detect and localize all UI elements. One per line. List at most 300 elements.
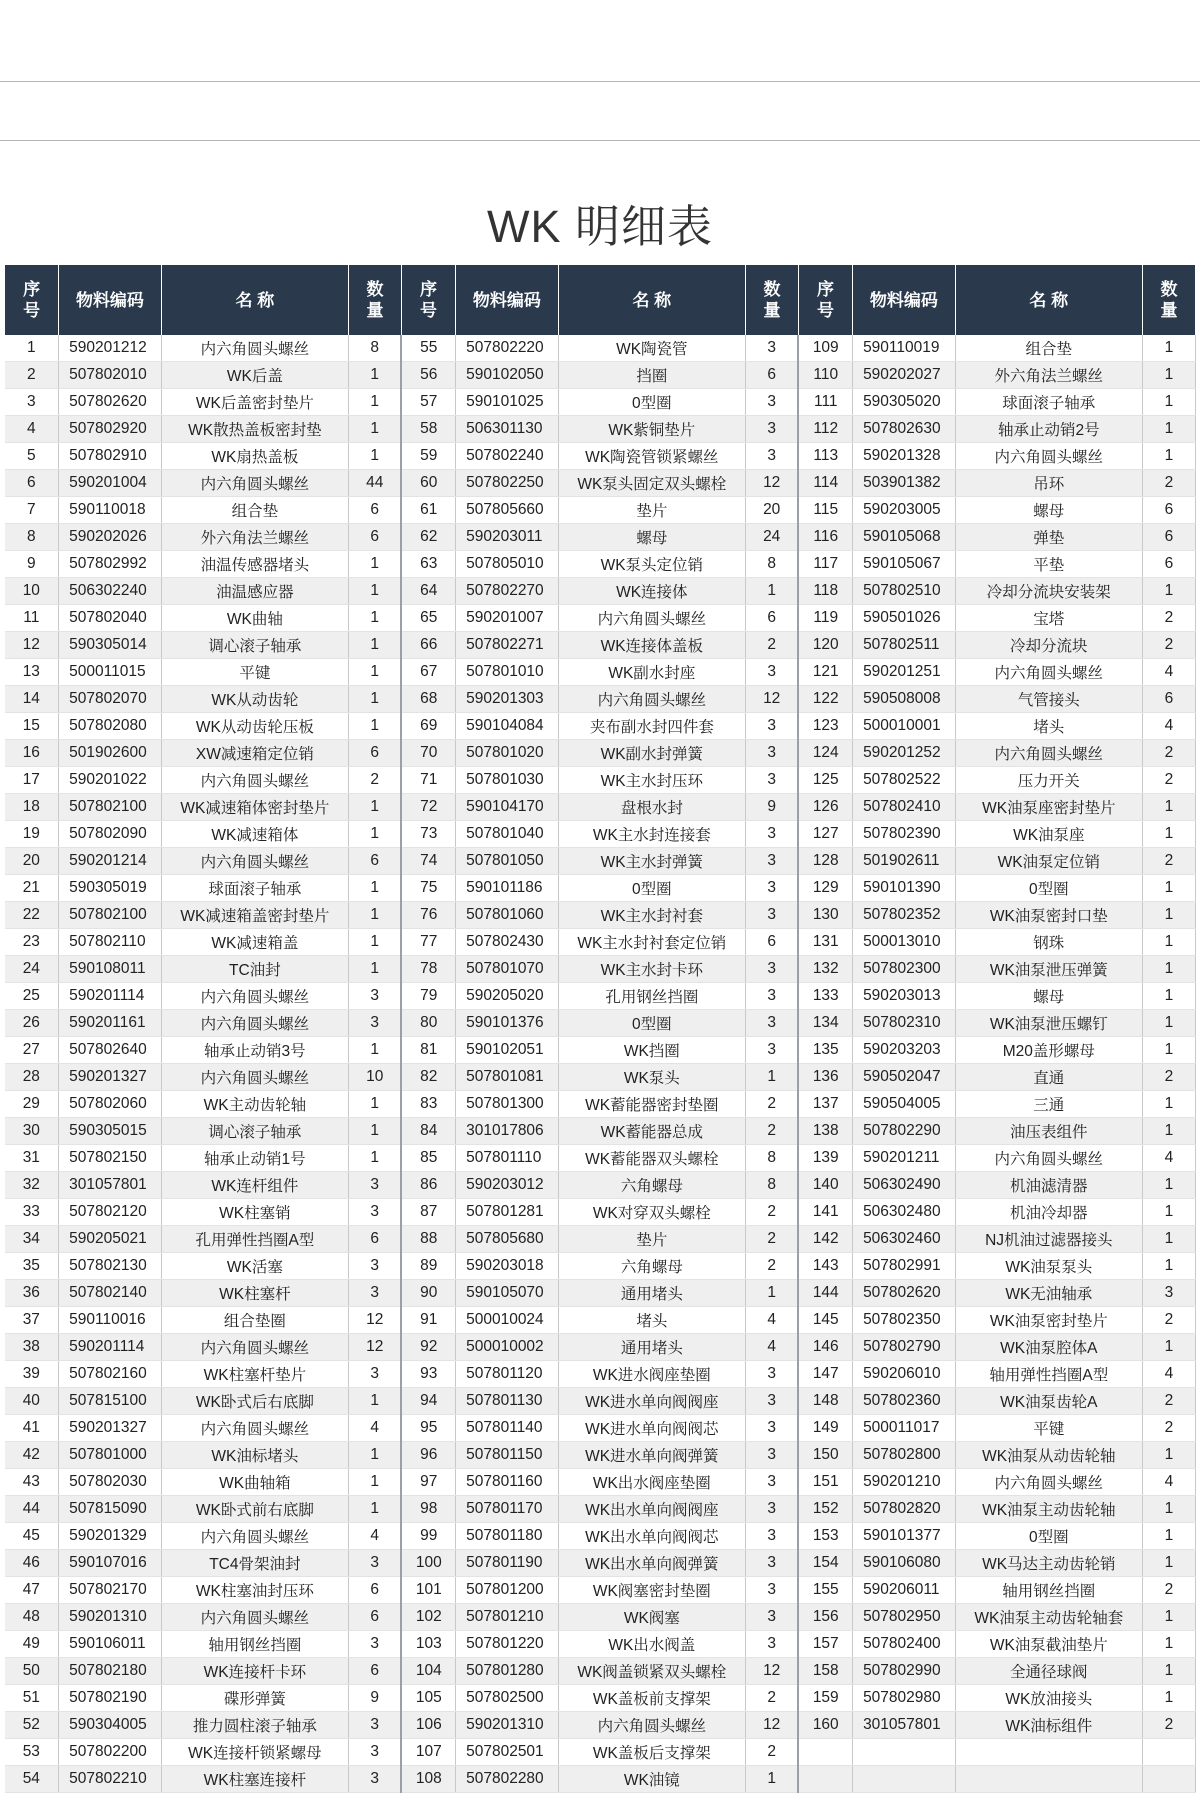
table-row [5,1631,1196,1658]
name-cell: 内六角圆头螺丝 [161,848,348,875]
qty-cell: 1 [1142,902,1195,929]
name-cell: 球面滚子轴承 [955,389,1142,416]
qty-cell: 3 [348,1010,401,1037]
code-cell: 507802271 [456,632,559,659]
code-cell: 501902611 [853,848,956,875]
header-code: 物料编码 [456,265,559,335]
seq-cell: 45 [5,1523,59,1550]
qty-cell: 1 [348,956,401,983]
code-cell: 507802990 [853,1658,956,1685]
name-cell: 机油滤清器 [955,1172,1142,1199]
code-cell: 507801281 [456,1199,559,1226]
name-cell: WK马达主动齿轮销 [955,1550,1142,1577]
name-cell: WK连接体 [558,578,745,605]
seq-cell: 90 [401,1280,455,1307]
qty-cell: 3 [745,1631,798,1658]
seq-cell: 2 [5,362,59,389]
name-cell: 组合垫 [161,497,348,524]
name-cell: 垫片 [558,497,745,524]
seq-cell [798,1739,852,1766]
qty-cell: 3 [745,389,798,416]
name-cell: WK减速箱体密封垫片 [161,794,348,821]
seq-cell: 140 [798,1172,852,1199]
code-cell: 590305015 [59,1118,162,1145]
seq-cell: 152 [798,1496,852,1523]
name-cell: 调心滚子轴承 [161,632,348,659]
code-cell: 590105067 [853,551,956,578]
table-row [5,1037,1196,1064]
qty-cell: 2 [1142,767,1195,794]
qty-cell: 1 [1142,956,1195,983]
qty-cell: 1 [348,605,401,632]
code-cell: 507802100 [59,794,162,821]
qty-cell: 3 [745,956,798,983]
qty-cell: 3 [348,1550,401,1577]
table-row [5,605,1196,632]
name-cell: 球面滚子轴承 [161,875,348,902]
code-cell: 507802210 [59,1766,162,1793]
qty-cell: 1 [1142,443,1195,470]
name-cell: WK油泵座 [955,821,1142,848]
table-row [5,416,1196,443]
seq-cell: 134 [798,1010,852,1037]
seq-cell: 8 [5,524,59,551]
code-cell: 507802501 [456,1739,559,1766]
seq-cell: 36 [5,1280,59,1307]
name-cell: WK蓄能器总成 [558,1118,745,1145]
qty-cell: 2 [745,1118,798,1145]
name-cell: 内六角圆头螺丝 [955,1469,1142,1496]
seq-cell: 157 [798,1631,852,1658]
qty-cell: 6 [1142,497,1195,524]
code-cell: 590107016 [59,1550,162,1577]
table-row [5,1712,1196,1739]
code-cell: 590104084 [456,713,559,740]
qty-cell: 3 [745,713,798,740]
code-cell: 507802820 [853,1496,956,1523]
code-cell: 590201212 [59,335,162,362]
code-cell: 590305019 [59,875,162,902]
code-cell: 507802640 [59,1037,162,1064]
qty-cell: 12 [348,1334,401,1361]
seq-cell: 79 [401,983,455,1010]
code-cell: 506302460 [853,1226,956,1253]
code-cell: 301057801 [853,1712,956,1739]
qty-cell: 24 [745,524,798,551]
seq-cell: 129 [798,875,852,902]
qty-cell: 1 [745,578,798,605]
qty-cell: 10 [348,1064,401,1091]
name-cell: 内六角圆头螺丝 [558,1712,745,1739]
qty-cell: 3 [745,1469,798,1496]
qty-cell: 4 [348,1523,401,1550]
seq-cell: 100 [401,1550,455,1577]
seq-cell: 64 [401,578,455,605]
seq-cell: 63 [401,551,455,578]
qty-cell: 1 [348,929,401,956]
code-cell: 507815090 [59,1496,162,1523]
table-row [5,929,1196,956]
qty-cell: 1 [1142,1496,1195,1523]
seq-cell: 110 [798,362,852,389]
parts-table [4,265,1196,1793]
qty-cell: 8 [348,335,401,362]
table-row [5,1658,1196,1685]
name-cell: WK油泵腔体A [955,1334,1142,1361]
table-row [5,1523,1196,1550]
seq-cell: 115 [798,497,852,524]
seq-cell: 99 [401,1523,455,1550]
name-cell: WK柱塞杆 [161,1280,348,1307]
code-cell: 507801130 [456,1388,559,1415]
seq-cell: 130 [798,902,852,929]
seq-cell: 1 [5,335,59,362]
seq-cell: 58 [401,416,455,443]
name-cell: 挡圈 [558,362,745,389]
table-row [5,524,1196,551]
name-cell: 碟形弹簧 [161,1685,348,1712]
code-cell: 501902600 [59,740,162,767]
qty-cell: 1 [1142,1685,1195,1712]
code-cell: 590205021 [59,1226,162,1253]
code-cell: 590201303 [456,686,559,713]
name-cell: WK连接杆卡环 [161,1658,348,1685]
name-cell: WK出水阀盖 [558,1631,745,1658]
seq-cell: 82 [401,1064,455,1091]
code-cell: 507802220 [456,335,559,362]
name-cell: WK出水单向阀阀芯 [558,1523,745,1550]
qty-cell: 4 [745,1307,798,1334]
name-cell: WK出水单向阀阀座 [558,1496,745,1523]
seq-cell: 39 [5,1361,59,1388]
seq-cell: 142 [798,1226,852,1253]
code-cell: 507802200 [59,1739,162,1766]
seq-cell: 38 [5,1334,59,1361]
qty-cell: 1 [745,1280,798,1307]
table-row [5,1307,1196,1334]
seq-cell: 156 [798,1604,852,1631]
name-cell: WK柱塞杆垫片 [161,1361,348,1388]
qty-cell: 6 [348,1577,401,1604]
seq-cell: 96 [401,1442,455,1469]
code-cell: 507802510 [853,578,956,605]
name-cell: 油压表组件 [955,1118,1142,1145]
seq-cell: 85 [401,1145,455,1172]
name-cell: 气管接头 [955,686,1142,713]
code-cell: 507802030 [59,1469,162,1496]
seq-cell: 32 [5,1172,59,1199]
code-cell: 590110018 [59,497,162,524]
seq-cell: 151 [798,1469,852,1496]
code-cell: 590102051 [456,1037,559,1064]
qty-cell: 1 [1142,362,1195,389]
table-row [5,848,1196,875]
qty-cell: 6 [1142,551,1195,578]
code-cell: 507802991 [853,1253,956,1280]
qty-cell: 3 [745,902,798,929]
name-cell: WK挡圈 [558,1037,745,1064]
qty-cell: 2 [1142,1577,1195,1604]
code-cell: 507802310 [853,1010,956,1037]
qty-cell: 1 [1142,1037,1195,1064]
code-cell: 590502047 [853,1064,956,1091]
seq-cell: 86 [401,1172,455,1199]
name-cell: 垫片 [558,1226,745,1253]
code-cell: 590304005 [59,1712,162,1739]
code-cell: 507802300 [853,956,956,983]
code-cell: 507801060 [456,902,559,929]
code-cell: 590201114 [59,1334,162,1361]
code-cell: 507815100 [59,1388,162,1415]
name-cell: WK油泵定位销 [955,848,1142,875]
qty-cell: 3 [348,1766,401,1793]
seq-cell: 73 [401,821,455,848]
seq-cell: 145 [798,1307,852,1334]
seq-cell: 80 [401,1010,455,1037]
name-cell: WK散热盖板密封垫 [161,416,348,443]
seq-cell: 123 [798,713,852,740]
code-cell: 507802920 [59,416,162,443]
name-cell: WK盖板后支撑架 [558,1739,745,1766]
name-cell: NJ机油过滤器接头 [955,1226,1142,1253]
name-cell: WK油泵泄压螺钉 [955,1010,1142,1037]
seq-cell: 114 [798,470,852,497]
qty-cell: 1 [348,1091,401,1118]
header-name: 名 称 [558,265,745,335]
qty-cell: 1 [1142,929,1195,956]
code-cell: 590104170 [456,794,559,821]
seq-cell: 6 [5,470,59,497]
name-cell: 孔用弹性挡圈A型 [161,1226,348,1253]
qty-cell: 2 [1142,470,1195,497]
seq-cell: 27 [5,1037,59,1064]
qty-cell: 2 [1142,1415,1195,1442]
table-row [5,1172,1196,1199]
name-cell: WK卧式前右底脚 [161,1496,348,1523]
code-cell: 500011017 [853,1415,956,1442]
name-cell: 弹垫 [955,524,1142,551]
name-cell: 油温传感器堵头 [161,551,348,578]
seq-cell: 55 [401,335,455,362]
qty-cell: 1 [348,902,401,929]
name-cell: 内六角圆头螺丝 [161,983,348,1010]
seq-cell: 5 [5,443,59,470]
seq-cell: 101 [401,1577,455,1604]
table-row [5,1361,1196,1388]
code-cell: 590206010 [853,1361,956,1388]
name-cell: 内六角圆头螺丝 [955,659,1142,686]
qty-cell [1142,1739,1195,1766]
name-cell: WK减速箱体 [161,821,348,848]
seq-cell: 155 [798,1577,852,1604]
seq-cell: 60 [401,470,455,497]
code-cell: 507802800 [853,1442,956,1469]
qty-cell: 1 [1142,1550,1195,1577]
seq-cell: 147 [798,1361,852,1388]
code-cell: 590203018 [456,1253,559,1280]
seq-cell: 81 [401,1037,455,1064]
qty-cell: 1 [1142,1604,1195,1631]
qty-cell: 3 [348,1631,401,1658]
code-cell: 590105068 [853,524,956,551]
qty-cell: 1 [1142,335,1195,362]
qty-cell: 2 [745,1199,798,1226]
seq-cell: 17 [5,767,59,794]
seq-cell: 107 [401,1739,455,1766]
seq-cell: 77 [401,929,455,956]
code-cell: 590201161 [59,1010,162,1037]
seq-cell: 106 [401,1712,455,1739]
header-seq: 序 号 [401,265,455,335]
qty-cell: 1 [745,1064,798,1091]
code-cell: 507805010 [456,551,559,578]
qty-cell: 1 [348,362,401,389]
code-cell: 507801040 [456,821,559,848]
code-cell: 590108011 [59,956,162,983]
seq-cell: 137 [798,1091,852,1118]
seq-cell: 125 [798,767,852,794]
seq-cell: 21 [5,875,59,902]
code-cell: 507802410 [853,794,956,821]
name-cell: WK减速箱盖密封垫片 [161,902,348,929]
name-cell: 平键 [161,659,348,686]
seq-cell: 28 [5,1064,59,1091]
seq-cell: 91 [401,1307,455,1334]
code-cell: 590201022 [59,767,162,794]
name-cell: WK主水封连接套 [558,821,745,848]
table-row [5,1739,1196,1766]
name-cell: 压力开关 [955,767,1142,794]
seq-cell: 111 [798,389,852,416]
seq-cell: 135 [798,1037,852,1064]
seq-cell: 136 [798,1064,852,1091]
seq-cell: 31 [5,1145,59,1172]
seq-cell: 9 [5,551,59,578]
seq-cell: 12 [5,632,59,659]
seq-cell: 103 [401,1631,455,1658]
name-cell: 0型圈 [558,1010,745,1037]
qty-cell: 4 [1142,1145,1195,1172]
name-cell: XW减速箱定位销 [161,740,348,767]
name-cell: 轴用钢丝挡圈 [955,1577,1142,1604]
name-cell: WK油泵从动齿轮轴 [955,1442,1142,1469]
name-cell: 组合垫圈 [161,1307,348,1334]
qty-cell: 1 [1142,1523,1195,1550]
name-cell [955,1739,1142,1766]
name-cell: 推力圆柱滚子轴承 [161,1712,348,1739]
name-cell: WK陶瓷管锁紧螺丝 [558,443,745,470]
name-cell: 内六角圆头螺丝 [161,1064,348,1091]
code-cell: 507802430 [456,929,559,956]
qty-cell: 1 [348,686,401,713]
code-cell: 507802290 [853,1118,956,1145]
qty-cell: 3 [348,1361,401,1388]
code-cell: 590110016 [59,1307,162,1334]
qty-cell: 4 [1142,1469,1195,1496]
seq-cell: 127 [798,821,852,848]
seq-cell: 18 [5,794,59,821]
qty-cell: 8 [745,1172,798,1199]
code-cell: 507802250 [456,470,559,497]
qty-cell: 3 [745,1388,798,1415]
header-qty: 数 量 [348,265,401,335]
name-cell: WK放油接头 [955,1685,1142,1712]
table-row [5,1118,1196,1145]
code-cell: 507801300 [456,1091,559,1118]
name-cell: WK连接体盖板 [558,632,745,659]
name-cell: WK从动齿轮压板 [161,713,348,740]
code-cell: 590201329 [59,1523,162,1550]
seq-cell: 66 [401,632,455,659]
code-cell: 590201252 [853,740,956,767]
code-cell: 507802150 [59,1145,162,1172]
table-row [5,1388,1196,1415]
table-row [5,1226,1196,1253]
qty-cell: 6 [348,740,401,767]
seq-cell: 108 [401,1766,455,1793]
seq-cell: 52 [5,1712,59,1739]
seq-cell: 120 [798,632,852,659]
qty-cell: 44 [348,470,401,497]
code-cell: 507802080 [59,713,162,740]
code-cell: 590201211 [853,1145,956,1172]
seq-cell: 62 [401,524,455,551]
qty-cell: 1 [1142,1253,1195,1280]
qty-cell: 1 [1142,821,1195,848]
name-cell: 内六角圆头螺丝 [161,1604,348,1631]
name-cell: 通用堵头 [558,1280,745,1307]
code-cell: 590201214 [59,848,162,875]
code-cell: 507802170 [59,1577,162,1604]
seq-cell: 19 [5,821,59,848]
seq-cell: 104 [401,1658,455,1685]
code-cell: 590201310 [59,1604,162,1631]
qty-cell: 6 [348,848,401,875]
name-cell: 内六角圆头螺丝 [161,1334,348,1361]
name-cell: WK阀塞 [558,1604,745,1631]
qty-cell: 1 [348,443,401,470]
seq-cell: 118 [798,578,852,605]
name-cell: WK泵头定位销 [558,551,745,578]
seq-cell: 153 [798,1523,852,1550]
seq-cell: 59 [401,443,455,470]
name-cell: WK进水单向阀阀芯 [558,1415,745,1442]
name-cell: 钢珠 [955,929,1142,956]
name-cell: 盘根水封 [558,794,745,821]
name-cell: 螺母 [955,983,1142,1010]
table-row [5,956,1196,983]
code-cell: 507801020 [456,740,559,767]
seq-cell: 139 [798,1145,852,1172]
seq-cell: 42 [5,1442,59,1469]
name-cell: WK泵头固定双头螺栓 [558,470,745,497]
table-row [5,740,1196,767]
name-cell: WK出水单向阀弹簧 [558,1550,745,1577]
name-cell: 平垫 [955,551,1142,578]
name-cell: WK油泵座密封垫片 [955,794,1142,821]
qty-cell: 1 [348,1442,401,1469]
name-cell: WK主水封衬套定位销 [558,929,745,956]
code-cell: 590203005 [853,497,956,524]
table-row [5,1604,1196,1631]
qty-cell: 9 [348,1685,401,1712]
name-cell: WK油标堵头 [161,1442,348,1469]
seq-cell: 159 [798,1685,852,1712]
qty-cell: 6 [348,1658,401,1685]
name-cell: WK陶瓷管 [558,335,745,362]
code-cell: 590110019 [853,335,956,362]
table-row [5,632,1196,659]
